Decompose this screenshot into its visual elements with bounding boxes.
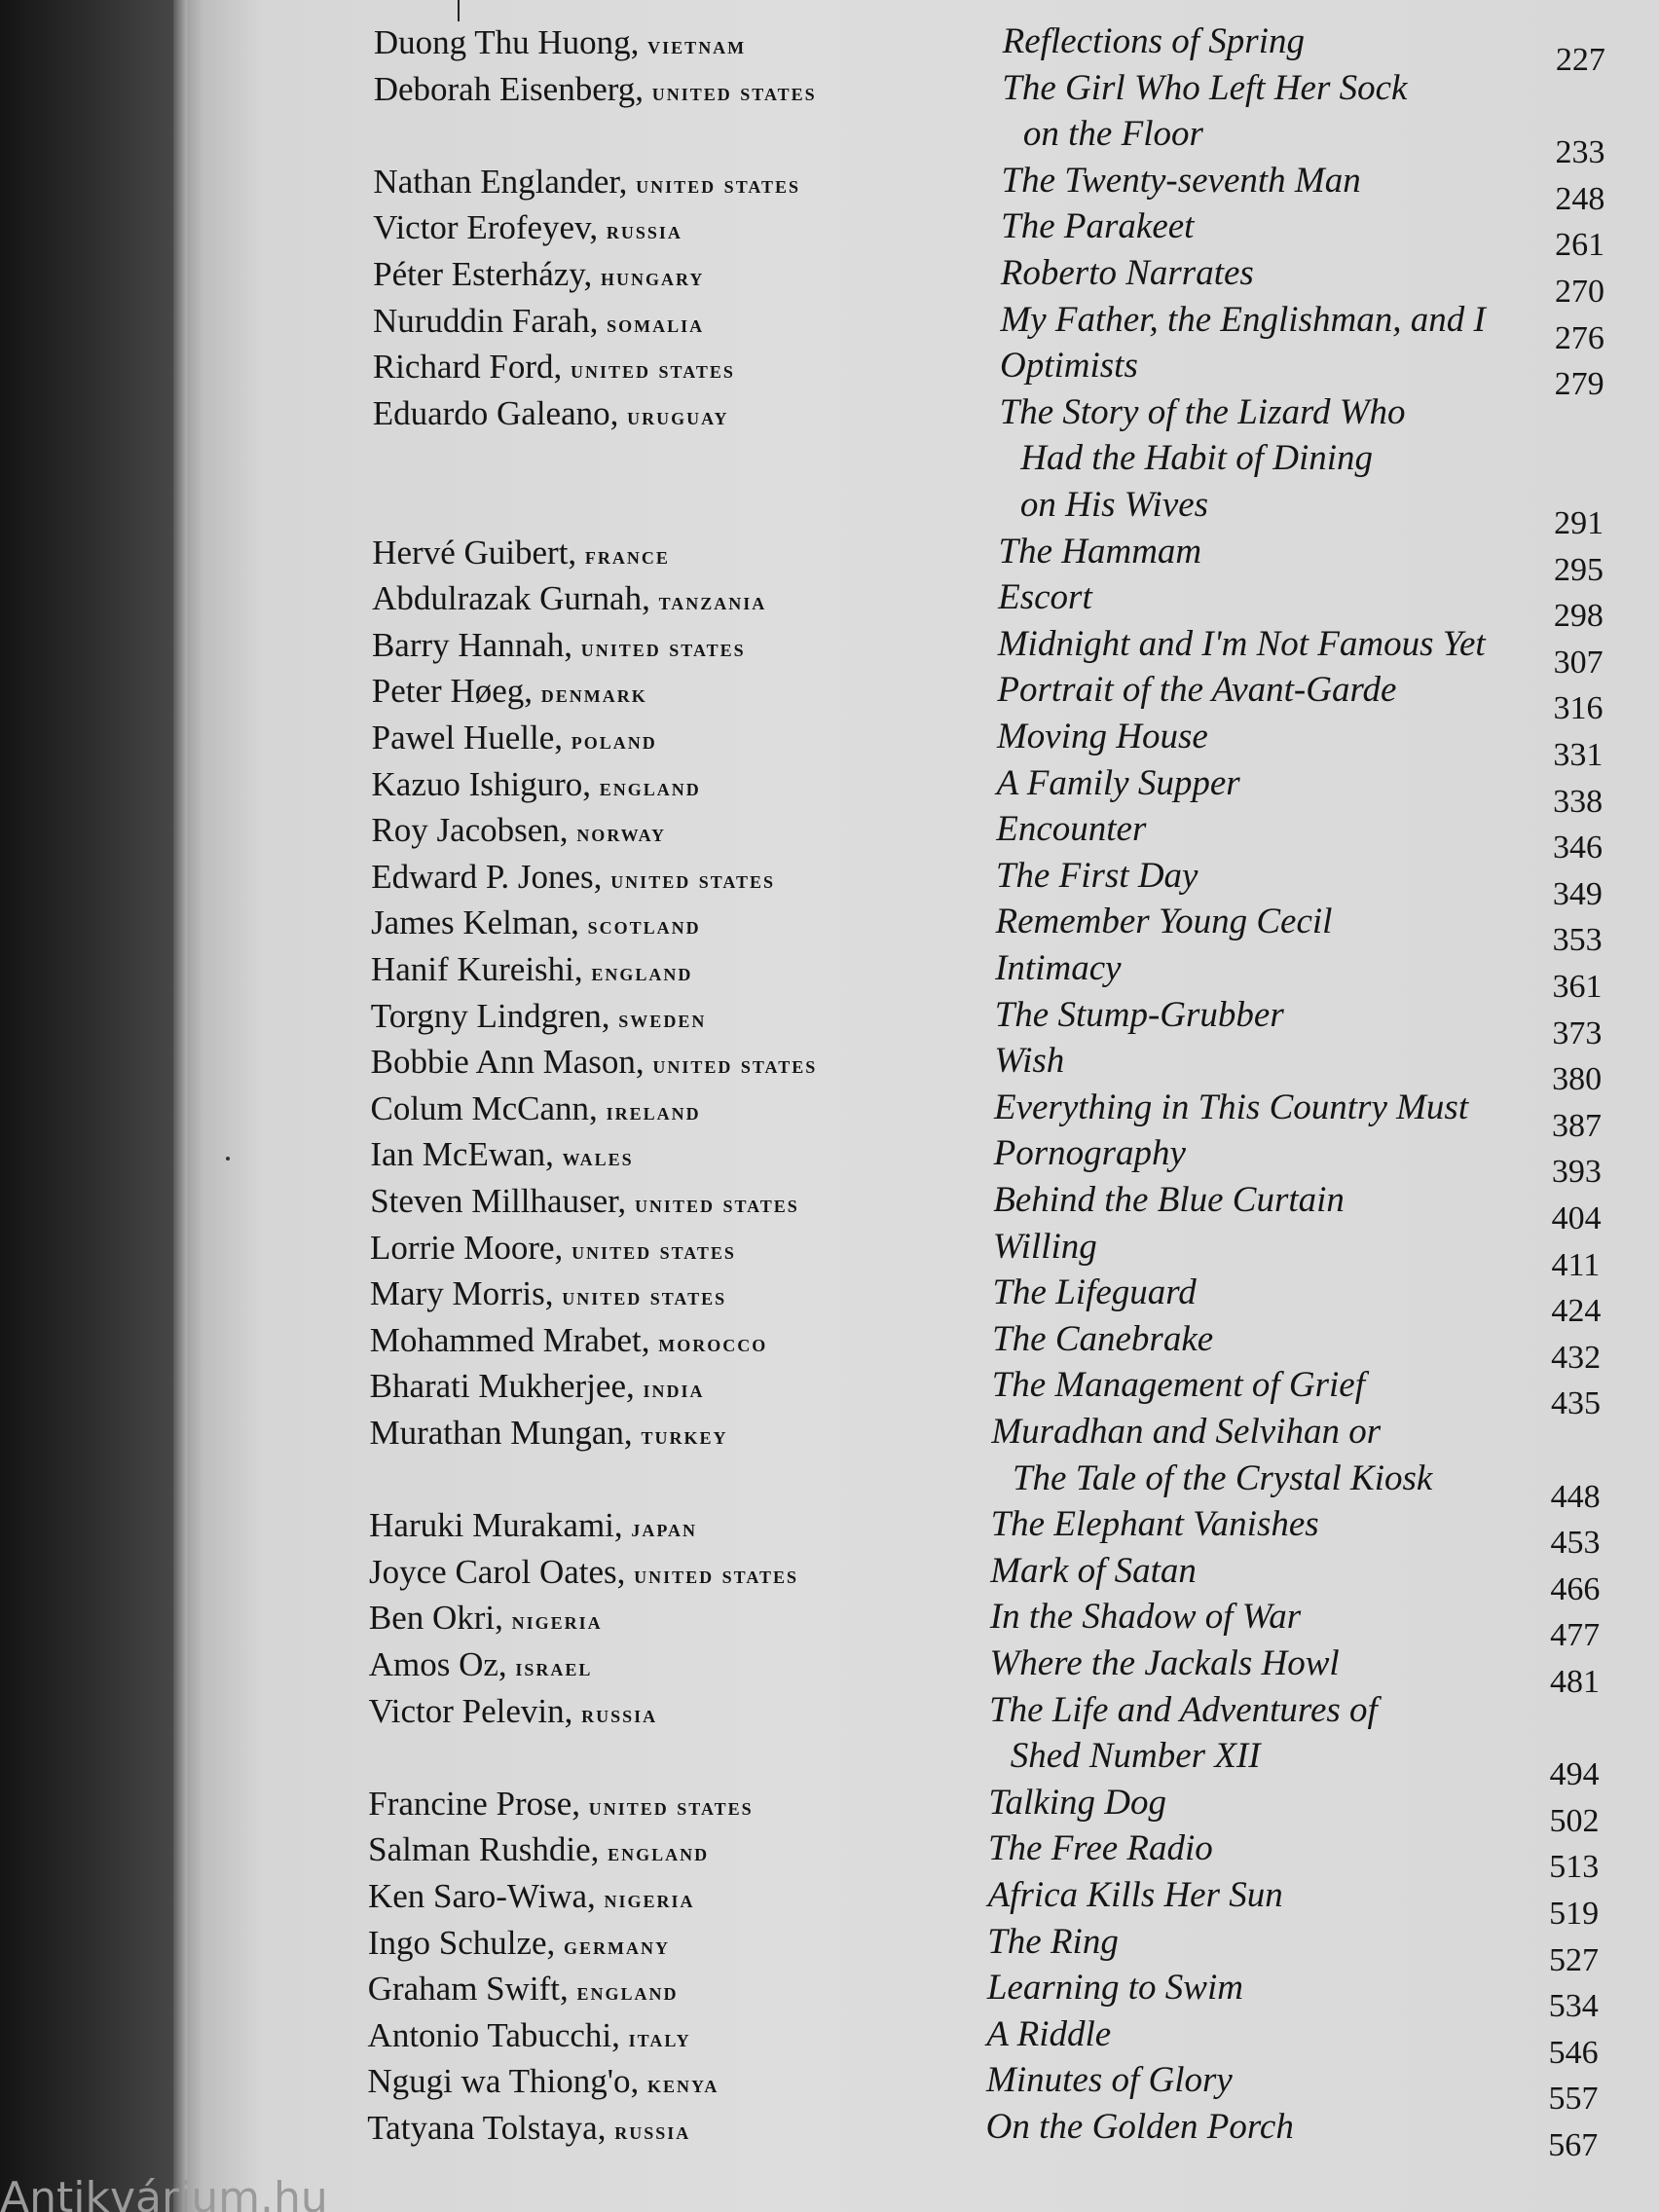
page-number: 353 xyxy=(1552,922,1603,959)
story-title: Pornography xyxy=(993,1133,1186,1174)
author-label: Amos Oz, xyxy=(368,1645,507,1683)
author-name xyxy=(367,2062,719,2104)
author-country: sweden xyxy=(618,1004,707,1033)
page-number: 466 xyxy=(1550,1570,1601,1607)
story-title: The Hammam xyxy=(998,531,1202,571)
author-label: Richard Ford, xyxy=(372,348,563,387)
story-title: Where the Jackals Howl xyxy=(989,1643,1340,1683)
page-number: 331 xyxy=(1553,737,1604,773)
author-name xyxy=(369,1553,798,1595)
author-label: James Kelman, xyxy=(371,903,579,942)
author-country: vietnam xyxy=(647,31,747,59)
page-number: 557 xyxy=(1548,2081,1599,2118)
author-label: Steven Millhauser, xyxy=(370,1182,627,1220)
author-name xyxy=(370,1229,736,1271)
author-label: Nuruddin Farah, xyxy=(372,301,599,340)
story-title: My Father, the Englishman, and I xyxy=(1000,299,1486,340)
author-name xyxy=(373,302,704,344)
page-number: 546 xyxy=(1548,2034,1599,2071)
page-number: 361 xyxy=(1552,969,1603,1005)
author-name xyxy=(371,811,666,853)
author-name xyxy=(372,765,701,807)
author-country: england xyxy=(599,772,701,801)
author-label: Graham Swift, xyxy=(367,1970,569,2009)
author-name xyxy=(372,719,657,760)
author-name xyxy=(374,23,746,65)
author-name xyxy=(372,672,647,714)
author-name xyxy=(370,1182,799,1224)
story-title: On the Golden Porch xyxy=(985,2107,1294,2147)
page-number: 307 xyxy=(1553,644,1604,681)
page-number: 404 xyxy=(1551,1200,1602,1236)
page-number: 567 xyxy=(1548,2127,1599,2163)
story-title: Intimacy xyxy=(995,948,1122,988)
page-number: 527 xyxy=(1548,1941,1599,1978)
page-number: 534 xyxy=(1548,1988,1599,2025)
author-label: Victor Pelevin, xyxy=(368,1691,573,1730)
watermark: Antikvárium.hu xyxy=(0,2173,328,2212)
page-number: 494 xyxy=(1549,1756,1600,1793)
author-label: Deborah Eisenberg, xyxy=(373,69,645,108)
author-country: somalia xyxy=(607,309,705,338)
story-title: Portrait of the Avant-Garde xyxy=(997,670,1397,711)
page-number: 481 xyxy=(1549,1664,1600,1700)
page-edge xyxy=(173,0,187,2212)
story-title: Had the Habit of Dining xyxy=(1020,438,1374,479)
author-country: hungary xyxy=(601,263,705,291)
story-title: The Twenty-seventh Man xyxy=(1001,160,1361,201)
author-label: Hanif Kureishi, xyxy=(370,950,583,988)
author-label: Pawel Huelle, xyxy=(371,719,563,756)
story-title: Minutes of Glory xyxy=(986,2060,1233,2101)
story-title: Behind the Blue Curtain xyxy=(993,1180,1345,1220)
author-label: Victor Erofeyev, xyxy=(373,208,599,247)
page-number: 513 xyxy=(1549,1849,1600,1886)
author-country: united states xyxy=(651,77,817,106)
author-label: Haruki Murakami, xyxy=(369,1506,623,1545)
author-country: united states xyxy=(562,1282,727,1311)
page-number: 233 xyxy=(1555,134,1605,171)
story-title: The Stump-Grubber xyxy=(994,994,1284,1035)
story-title: Remember Young Cecil xyxy=(995,902,1333,942)
author-country: israel xyxy=(515,1653,593,1681)
author-label: Torgny Lindgren, xyxy=(370,996,610,1035)
story-title: Midnight and I'm Not Famous Yet xyxy=(997,623,1486,664)
author-name xyxy=(369,1414,727,1456)
story-title: The Parakeet xyxy=(1001,206,1195,247)
page-number: 295 xyxy=(1554,551,1604,588)
page-number: 346 xyxy=(1552,830,1603,866)
story-title: on His Wives xyxy=(1019,485,1209,525)
author-country: poland xyxy=(571,726,657,755)
author-name xyxy=(368,1785,753,1826)
author-country: russia xyxy=(614,2117,691,2145)
author-country: united states xyxy=(610,865,776,894)
author-name xyxy=(373,255,704,297)
page-number: 270 xyxy=(1555,274,1604,310)
author-country: wales xyxy=(562,1143,634,1172)
author-label: Colum McCann, xyxy=(370,1088,598,1127)
author-label: Bharati Mukherjee, xyxy=(369,1367,635,1406)
page-number: 261 xyxy=(1555,227,1605,264)
author-label: Ken Saro-Wiwa, xyxy=(367,1877,596,1915)
author-name xyxy=(371,858,775,900)
author-country: japan xyxy=(631,1514,698,1543)
author-label: Edward P. Jones, xyxy=(371,857,603,896)
author-name xyxy=(371,903,701,945)
story-title: Roberto Narrates xyxy=(1000,253,1254,293)
author-country: germany xyxy=(564,1931,671,1960)
author-name xyxy=(373,394,729,436)
page-number: 448 xyxy=(1550,1478,1601,1515)
author-name xyxy=(369,1692,658,1734)
author-label: Bobbie Ann Mason, xyxy=(370,1043,645,1082)
page-number: 502 xyxy=(1549,1802,1600,1839)
author-name xyxy=(369,1506,697,1548)
author-country: denmark xyxy=(540,680,647,709)
page-number: 477 xyxy=(1550,1617,1601,1654)
page-number: 453 xyxy=(1550,1525,1601,1562)
story-title: Learning to Swim xyxy=(986,1968,1243,2009)
author-country: nigeria xyxy=(511,1606,603,1636)
author-country: tanzania xyxy=(658,587,767,616)
author-name xyxy=(371,1043,818,1085)
page-number: 411 xyxy=(1551,1246,1601,1283)
page-number: 276 xyxy=(1554,319,1604,356)
author-name xyxy=(373,208,682,250)
story-title: Mark of Satan xyxy=(990,1550,1197,1591)
author-country: morocco xyxy=(658,1328,768,1357)
author-name xyxy=(368,1924,670,1966)
author-country: turkey xyxy=(641,1421,728,1450)
author-country: england xyxy=(591,958,693,986)
story-title: Willing xyxy=(992,1226,1097,1267)
story-title: Talking Dog xyxy=(988,1782,1166,1823)
story-title: Encounter xyxy=(996,809,1147,850)
author-country: england xyxy=(608,1838,710,1867)
author-country: england xyxy=(576,1977,679,2007)
page-number: 393 xyxy=(1551,1154,1602,1191)
author-name xyxy=(369,1645,593,1687)
author-name xyxy=(372,579,766,621)
author-name xyxy=(370,1089,700,1131)
author-label: Tatyana Tolstaya, xyxy=(367,2109,607,2147)
story-title: A Riddle xyxy=(986,2013,1112,2054)
author-label: Ben Okri, xyxy=(368,1599,503,1638)
author-country: ireland xyxy=(606,1096,701,1125)
page-number: 387 xyxy=(1551,1107,1602,1144)
story-title: Moving House xyxy=(996,717,1208,756)
page-number: 227 xyxy=(1555,42,1605,78)
story-title: Escort xyxy=(998,577,1092,618)
author-country: united states xyxy=(588,1791,754,1821)
author-label: Nathan Englander, xyxy=(373,162,628,201)
author-label: Mohammed Mrabet, xyxy=(369,1320,650,1359)
story-title: Africa Kills Her Sun xyxy=(987,1875,1283,1915)
author-name xyxy=(368,1877,695,1919)
story-title: In the Shadow of War xyxy=(989,1597,1302,1638)
author-name xyxy=(369,1599,603,1641)
author-country: united states xyxy=(571,1235,736,1265)
story-title: The Girl Who Left Her Sock xyxy=(1002,67,1408,108)
author-label: Antonio Tabucchi, xyxy=(367,2015,620,2054)
page-number: 432 xyxy=(1551,1339,1602,1376)
author-label: Ingo Schulze, xyxy=(367,1923,556,1962)
story-title: on the Floor xyxy=(1022,114,1203,155)
author-label: Roy Jacobsen, xyxy=(371,811,569,850)
author-name xyxy=(373,163,800,204)
author-country: united states xyxy=(571,355,735,385)
story-title: The Ring xyxy=(987,1921,1119,1962)
author-country: united states xyxy=(652,1051,818,1080)
story-title: Shed Number XII xyxy=(1010,1736,1261,1777)
page-number: 279 xyxy=(1554,366,1604,403)
author-name xyxy=(368,1970,679,2011)
author-label: Joyce Carol Oates, xyxy=(369,1552,626,1591)
header-rule xyxy=(458,0,460,21)
author-country: uruguay xyxy=(627,401,729,430)
story-title: Everything in This Country Must xyxy=(993,1087,1469,1127)
page-number: 248 xyxy=(1555,180,1605,217)
author-name xyxy=(371,997,707,1039)
page-number: 519 xyxy=(1549,1896,1600,1932)
story-title: The Management of Grief xyxy=(991,1365,1365,1406)
page-number: 291 xyxy=(1554,505,1604,541)
author-name xyxy=(368,1830,709,1872)
author-country: russia xyxy=(581,1699,658,1728)
author-label: Mary Morris, xyxy=(369,1274,554,1313)
author-country: united states xyxy=(636,169,801,199)
story-title: The Lifeguard xyxy=(992,1272,1197,1313)
author-name xyxy=(374,70,817,112)
story-title: The First Day xyxy=(995,855,1198,896)
author-label: Péter Esterházy, xyxy=(373,255,593,293)
author-label: Murathan Mungan, xyxy=(369,1414,633,1452)
story-title: The Life and Adventures of xyxy=(989,1689,1378,1730)
author-country: india xyxy=(643,1375,705,1404)
author-label: Salman Rushdie, xyxy=(368,1830,600,1869)
author-label: Hervé Guibert, xyxy=(372,533,577,571)
author-label: Barry Hannah, xyxy=(371,625,572,664)
author-country: united states xyxy=(634,1560,799,1589)
page-number: 380 xyxy=(1552,1061,1603,1098)
author-name xyxy=(372,626,746,668)
author-name xyxy=(373,348,735,389)
author-name xyxy=(370,1274,726,1316)
author-name xyxy=(370,1367,705,1409)
author-label: Eduardo Galeano, xyxy=(372,393,619,432)
author-label: Kazuo Ishiguro, xyxy=(371,764,592,803)
author-name xyxy=(372,534,670,575)
paper-speck xyxy=(226,1157,230,1161)
author-label: Abdulrazak Gurnah, xyxy=(372,579,650,618)
author-country: norway xyxy=(576,819,667,848)
author-name xyxy=(368,2016,691,2058)
author-label: Francine Prose, xyxy=(368,1784,581,1823)
page-number: 316 xyxy=(1553,690,1604,727)
author-name xyxy=(370,1321,767,1363)
author-label: Lorrie Moore, xyxy=(370,1228,564,1267)
author-label: Peter Høeg, xyxy=(371,672,534,711)
story-title: Muradhan and Selvihan or xyxy=(991,1412,1382,1452)
author-country: france xyxy=(584,540,670,570)
author-country: kenya xyxy=(647,2070,719,2099)
story-title: Reflections of Spring xyxy=(1002,21,1305,61)
author-country: scotland xyxy=(587,911,701,940)
author-name xyxy=(371,950,693,992)
author-label: Ian McEwan, xyxy=(370,1135,554,1174)
story-title: The Tale of the Crystal Kiosk xyxy=(1012,1457,1433,1498)
story-title: The Elephant Vanishes xyxy=(990,1504,1319,1545)
author-country: nigeria xyxy=(604,1885,695,1913)
author-name xyxy=(367,2109,690,2151)
story-title: Wish xyxy=(994,1041,1065,1082)
author-name xyxy=(370,1135,633,1177)
story-title: Optimists xyxy=(1000,346,1138,387)
page-number: 298 xyxy=(1553,598,1604,635)
author-label: Duong Thu Huong, xyxy=(373,23,640,61)
story-title: The Canebrake xyxy=(992,1318,1214,1359)
page-number: 424 xyxy=(1551,1293,1602,1330)
author-country: russia xyxy=(606,216,682,245)
page-number: 373 xyxy=(1552,1014,1603,1051)
book-gutter-shadow xyxy=(0,0,185,2212)
story-title: The Free Radio xyxy=(987,1828,1213,1869)
page-number: 435 xyxy=(1550,1385,1601,1422)
page-number: 349 xyxy=(1552,875,1603,912)
story-title: A Family Supper xyxy=(996,762,1240,803)
author-country: united states xyxy=(634,1190,799,1218)
author-label: Ngugi wa Thiong'o, xyxy=(367,2062,640,2101)
author-country: united states xyxy=(580,633,746,662)
author-country: italy xyxy=(628,2023,691,2052)
page-number: 338 xyxy=(1553,783,1604,820)
story-title: The Story of the Lizard Who xyxy=(999,391,1406,432)
